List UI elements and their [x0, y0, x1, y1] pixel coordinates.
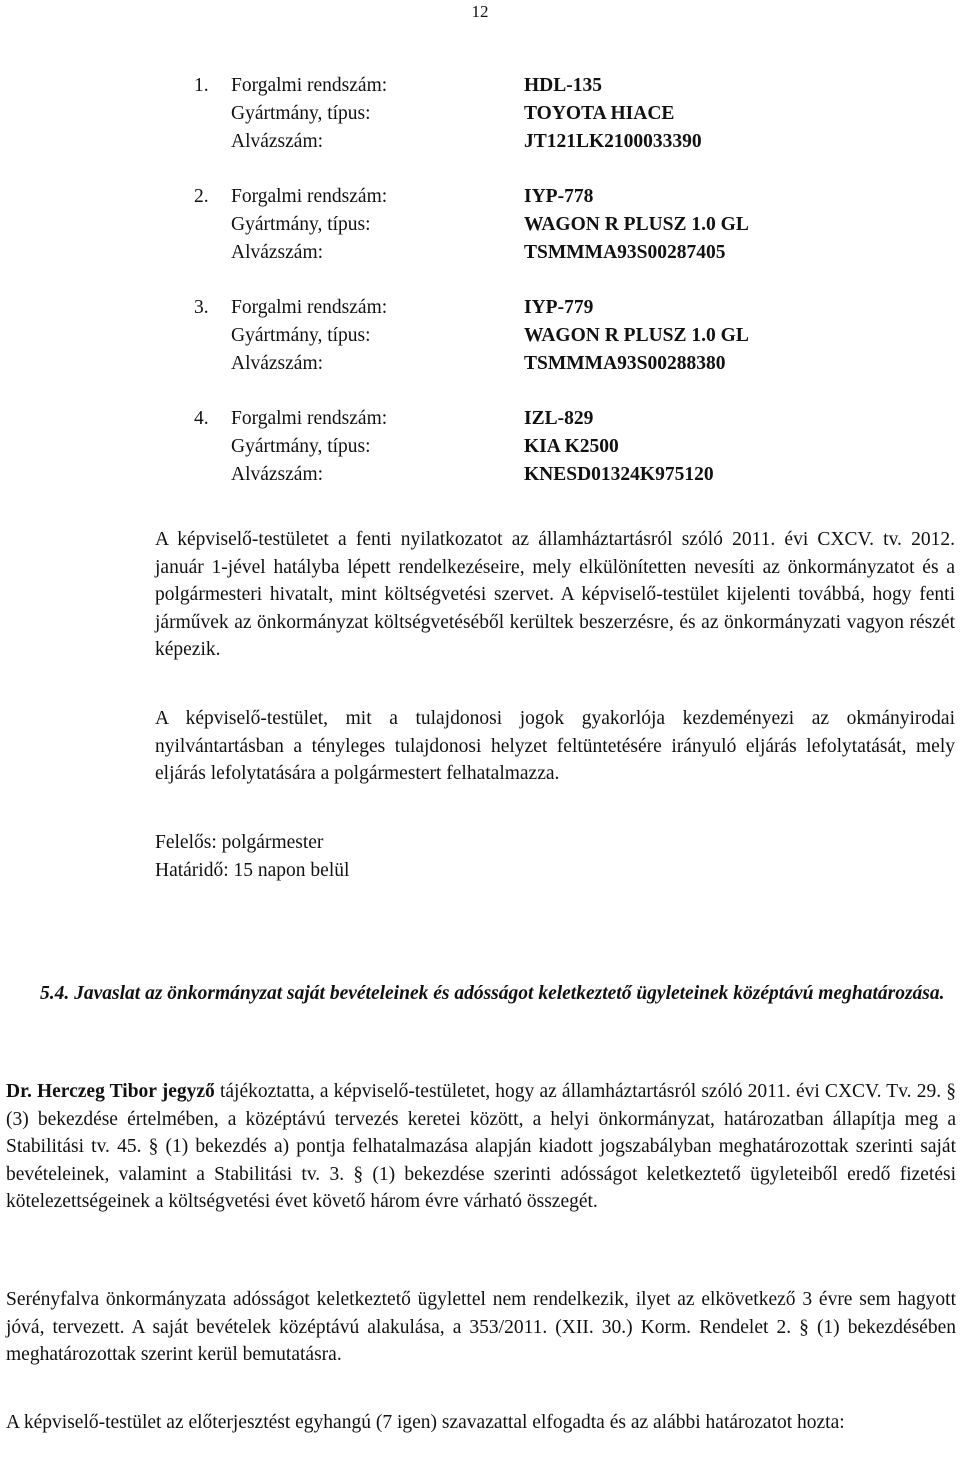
section-paragraph-1-text: tájékoztatta, a képviselő-testületet, hogy az államháztartásról szóló 2011. évi CXCV. Tv. 29. § (3) bekezdése értelmében, a középtávú tervezés keretei között, a helyi önkormányzat, határozatban állapítja meg a Stabilitási tv. 45. § (1) bekezdés a) pontja felhatalmazása alapján kiadott jogszabályban meghatározottak szerinti saját bevételeinek, valamint a Stabilitási tv. 3. § (1) bekezdése szerinti adósságot keletkeztető ügyleteiből eredő fizetési kötelezettségeinek a költségvetési évet követő három évre várható összegét. [6, 1081, 956, 1212]
plate-value: HDL-135 [524, 75, 602, 96]
vin-label: Alvázszám: [231, 242, 324, 263]
vehicle-entry-1 [0, 72, 960, 162]
section-paragraph-3: A képviselő-testület az előterjesztést egyhangú (7 igen) szavazattal elfogadta és az alábbi határozatot hozta: [6, 1412, 845, 1433]
vehicle-number: 4. [194, 408, 209, 429]
make-label: Gyártmány, típus: [231, 325, 371, 346]
plate-label: Forgalmi rendszám: [231, 186, 388, 207]
plate-label: Forgalmi rendszám: [231, 297, 388, 318]
vehicle-number: 3. [194, 297, 209, 318]
deadline-line: Határidő: 15 napon belül [155, 860, 350, 881]
vehicle-entry-4 [0, 405, 960, 495]
vin-label: Alvázszám: [231, 464, 324, 485]
speaker-name: Dr. Herczeg Tibor jegyző [6, 1081, 215, 1102]
section-heading: 5.4. Javaslat az önkormányzat saját bevételeinek és adósságot keletkeztető ügyleteinek középtávú meghatározása. [40, 983, 945, 1004]
vin-label: Alvázszám: [231, 353, 324, 374]
resolution-paragraph-1: A képviselő-testületet a fenti nyilatkozatot az államháztartásról szóló 2011. évi CXCV. tv. 2012. január 1-jével hatályba lépett rendelkezéseire, mely elkülönítetten nevesíti az önkormányzatot és a polgármesteri hivatalt, mint költségvetési szervet. A képviselő-testület kijelenti továbbá, hogy fenti járművek az önkormányzat költségvetéséből kerültek beszerzésre, és az önkormányzati vagyon részét képezik. [155, 529, 955, 660]
make-value: TOYOTA HIACE [524, 103, 675, 124]
make-value: WAGON R PLUSZ 1.0 GL [524, 325, 749, 346]
vin-label: Alvázszám: [231, 131, 324, 152]
vin-value: KNESD01324K975120 [524, 464, 714, 485]
make-label: Gyártmány, típus: [231, 436, 371, 457]
plate-label: Forgalmi rendszám: [231, 75, 388, 96]
section-paragraph-1 [6, 1078, 956, 1216]
plate-value: IYP-778 [524, 186, 594, 207]
vin-value: TSMMMA93S00287405 [524, 242, 726, 263]
plate-label: Forgalmi rendszám: [231, 408, 388, 429]
plate-value: IZL-829 [524, 408, 594, 429]
vehicle-number: 2. [194, 186, 209, 207]
plate-value: IYP-779 [524, 297, 594, 318]
vehicle-entry-3 [0, 294, 960, 384]
vin-value: TSMMMA93S00288380 [524, 353, 726, 374]
responsible-line: Felelős: polgármester [155, 832, 324, 853]
vehicle-number: 1. [194, 75, 209, 96]
make-label: Gyártmány, típus: [231, 103, 371, 124]
section-paragraph-2: Serényfalva önkormányzata adósságot keletkeztető ügylettel nem rendelkezik, ilyet az elkövetkező 3 évre sem hagyott jóvá, tervezett. A saját bevételek középtávú alakulása, a 353/2011. (XII. 30.) Korm. Rendelet 2. § (1) bekezdésében meghatározottak szerint kerül bemutatásra. [6, 1289, 956, 1365]
make-value: WAGON R PLUSZ 1.0 GL [524, 214, 749, 235]
vin-value: JT121LK2100033390 [524, 131, 702, 152]
resolution-paragraph-2: A képviselő-testület, mit a tulajdonosi jogok gyakorlója kezdeményezi az okmányirodai nyilvántartásban a tényleges tulajdonosi helyzet feltüntetésére irányuló eljárás lefolytatását, mely eljárás lefolytatására a polgármestert felhatalmazza. [155, 708, 955, 784]
page-number: 12 [471, 2, 489, 21]
make-label: Gyártmány, típus: [231, 214, 371, 235]
vehicle-entry-2 [0, 183, 960, 273]
make-value: KIA K2500 [524, 436, 619, 457]
